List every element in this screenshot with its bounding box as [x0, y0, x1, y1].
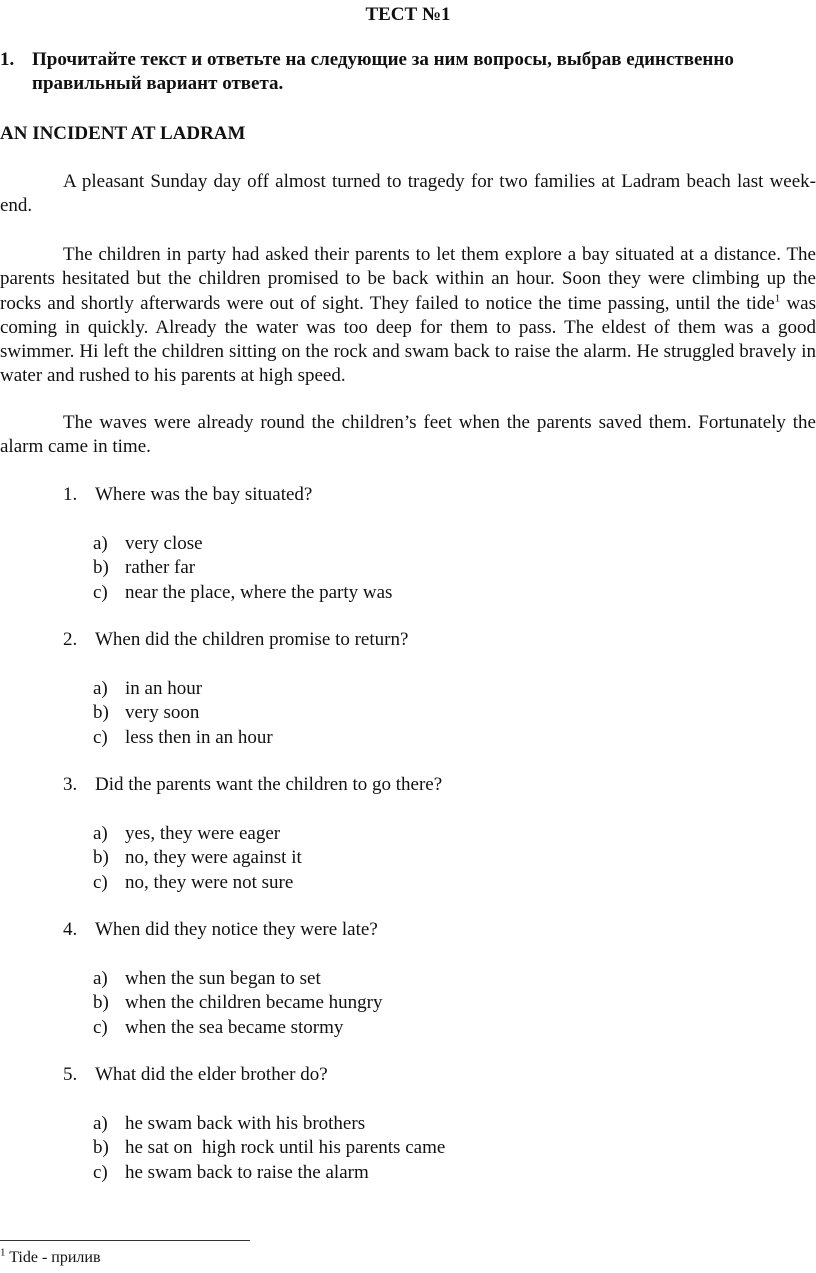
option-text: no, they were not sure — [125, 871, 294, 893]
question-text: When did the children promise to return? — [95, 629, 409, 650]
question-1-options — [93, 532, 392, 605]
option-text: he swam back to raise the alarm — [125, 1161, 369, 1183]
footnote-ref: 1 — [774, 292, 781, 305]
option-text: he swam back with his brothers — [125, 1113, 366, 1134]
footnote — [0, 1246, 101, 1267]
question-number: 5. — [63, 1064, 78, 1085]
option-c — [93, 871, 302, 895]
option-letter: a) — [93, 533, 108, 554]
option-c — [93, 1016, 382, 1040]
paragraph-2 — [0, 243, 816, 389]
option-text: when the sea became stormy — [125, 1016, 344, 1038]
question-number: 1. — [63, 484, 78, 505]
option-letter: c) — [93, 1016, 108, 1038]
question-number: 4. — [63, 919, 78, 940]
option-a — [93, 822, 302, 846]
option-letter: c) — [93, 726, 108, 748]
option-b — [93, 556, 392, 580]
option-a — [93, 1112, 445, 1136]
option-text: very soon — [125, 702, 200, 724]
option-a — [93, 532, 392, 556]
option-letter: b) — [93, 557, 109, 579]
option-c — [93, 581, 392, 605]
option-letter: c) — [93, 1161, 108, 1183]
option-c — [93, 726, 273, 750]
option-letter: b) — [93, 1137, 109, 1159]
option-text: he sat on high rock until his parents came — [125, 1137, 446, 1159]
question-1 — [63, 484, 312, 506]
question-text: When did they notice they were late? — [95, 919, 378, 940]
option-letter: b) — [93, 847, 109, 869]
question-2 — [63, 629, 408, 651]
footnote-mark: 1 — [0, 1246, 6, 1259]
option-b — [93, 991, 382, 1015]
option-letter: a) — [93, 1113, 108, 1134]
question-2-options — [93, 677, 273, 750]
question-text: Did the parents want the children to go there? — [95, 774, 443, 795]
footnote-text: Tide - прилив — [5, 1249, 101, 1266]
footnote-divider — [0, 1240, 250, 1241]
task-number: 1. — [0, 49, 15, 70]
option-text: in an hour — [125, 678, 203, 699]
question-4 — [63, 919, 378, 941]
option-letter: c) — [93, 581, 108, 603]
option-a — [93, 677, 273, 701]
paragraph-2-part-1: The children in party had asked their parents to let them explore a bay situated at a distance. The parents hesitated but the children promised to be back within an hour. Soon they were climbing up the rocks and shortly afterwards were out of sight. They failed to notice the time passing, until the tide — [0, 244, 816, 314]
option-text: rather far — [125, 557, 196, 579]
question-text: Where was the bay situated? — [95, 484, 313, 505]
option-text: very close — [125, 533, 203, 554]
paragraph-1: A pleasant Sunday day off almost turned to tragedy for two families at Ladram beach last week-end. — [0, 171, 816, 217]
question-text: What did the elder brother do? — [95, 1064, 328, 1085]
paragraph-3: The waves were already round the children’s feet when the parents saved them. Fortunately the alarm came in time. — [0, 412, 816, 458]
question-number: 2. — [63, 629, 78, 650]
question-4-options — [93, 967, 382, 1040]
option-b — [93, 701, 273, 725]
option-text: no, they were against it — [125, 847, 302, 869]
option-b — [93, 846, 302, 870]
option-text: yes, they were eager — [125, 823, 281, 844]
option-b — [93, 1136, 445, 1160]
paragraph-2-part-2: was coming in quickly. Already the water was too deep for them to pass. The eldest of them was a good swimmer. Hi left the children sitting on the rock and swam back to raise the alarm. He struggled bravely in water and rushed to his parents at high speed. — [0, 292, 816, 387]
task-instruction — [0, 48, 816, 96]
question-5 — [63, 1064, 328, 1086]
option-text: less then in an hour — [125, 726, 273, 748]
option-text: when the sun began to set — [125, 968, 321, 989]
option-a — [93, 967, 382, 991]
option-letter: b) — [93, 992, 109, 1014]
option-letter: c) — [93, 871, 108, 893]
page-title: ТЕСТ №1 — [365, 4, 451, 25]
task-text: Прочитайте текст и ответьте на следующие за ним вопросы, выбрав единственно правильный вариант ответа. — [32, 49, 734, 94]
question-number: 3. — [63, 774, 78, 795]
option-letter: b) — [93, 702, 109, 724]
question-3 — [63, 774, 442, 796]
option-text: when the children became hungry — [125, 992, 383, 1014]
option-text: near the place, where the party was — [125, 581, 393, 603]
option-letter: a) — [93, 678, 108, 699]
option-letter: a) — [93, 823, 108, 844]
option-letter: a) — [93, 968, 108, 989]
question-3-options — [93, 822, 302, 895]
text-heading: AN INCIDENT AT LADRAM — [0, 123, 246, 144]
option-c — [93, 1161, 445, 1185]
question-5-options — [93, 1112, 445, 1185]
